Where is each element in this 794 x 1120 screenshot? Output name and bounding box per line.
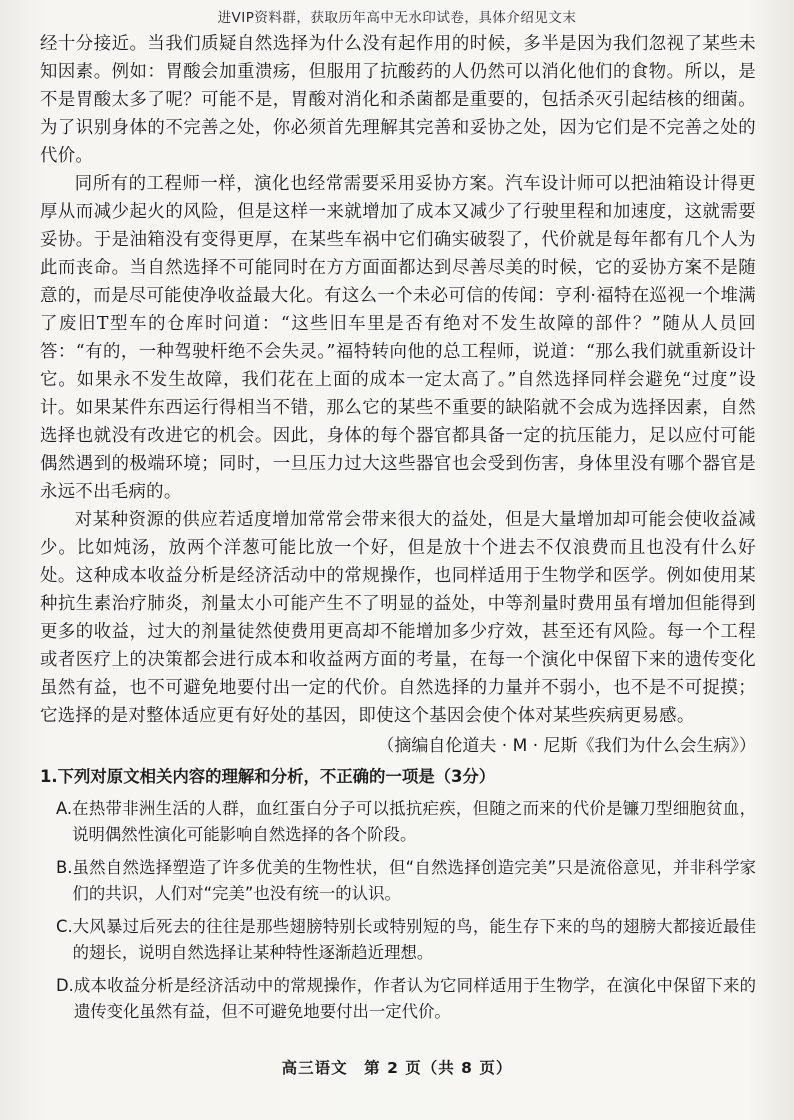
option-text: 大风暴过后死去的往往是那些翅膀特别长或特别短的鸟，能生存下来的鸟的翅膀大都接近最佳的翅长，说明自然选择让某种特性逐渐趋近理想。 [72,917,756,962]
option-a [56,796,756,848]
option-letter: D. [56,976,74,995]
option-b [56,855,756,907]
question-1 [40,764,756,1025]
option-d [56,973,756,1025]
question-stem: 1.下列对原文相关内容的理解和分析，不正确的一项是（3分） [40,767,496,786]
option-letter: C. [56,917,73,936]
passage-paragraph-2: 同所有的工程师一样，演化也经常需要采用妥协方案。汽车设计师可以把油箱设计得更厚从而减少起火的风险，但是这样一来就增加了成本又减少了行驶里程和加速度，这就需要妥协。于是油箱没有变得更厚，在某些车祸中它们确实破裂了，代价就是每年都有几个人为此而丧命。当自然选择不可能同时在方方面面都达到尽善尽美的时候，它的妥协方案不是随意的，而是尽可能使净收益最大化。有这么一个未必可信的传闻：亨利·福特在巡视一个堆满了废旧T型车的仓库时问道：“这些旧车里是否有绝对不发生故障的部件？”随从人员回答：“有的，一种驾驶杆绝不会失灵。”福特转向他的总工程师，说道：“那么我们就重新设计它。如果永不发生故障，我们花在上面的成本一定太高了。”自然选择同样会避免“过度”设计。如果某件东西运行得相当不错，那么它的某些不重要的缺陷就不会成为选择因素，自然选择也就没有改进它的机会。因此，身体的每个器官都具备一定的抗压能力，足以应付可能偶然遇到的极端环境；同时，一旦压力过大这些器官也会受到伤害，身体里没有哪个器官是永远不出毛病的。 [40,174,756,502]
page-content [40,30,756,1032]
passage-paragraph-3: 对某种资源的供应若适度增加常常会带来很大的益处，但是大量增加却可能会使收益减少。比如炖汤，放两个洋葱可能比放一个好，但是放十个进去不仅浪费而且也没有什么好处。这种成本收益分析是经济活动中的常规操作，也同样适用于生物学和医学。例如使用某种抗生素治疗肺炎，剂量太小可能产生不了明显的益处，中等剂量时费用虽有增加但能得到更多的收益，过大的剂量徒然使费用更高却不能增加多少疗效，甚至还有风险。每一个工程或者医疗上的决策都会进行成本和收益两方面的考量，在每一个演化中保留下来的遗传变化虽然有益，也不可避免地要付出一定的代价。自然选择的力量并不弱小，也不是不可捉摸；它选择的是对整体适应更有好处的基因，即使这个基因会使个体对某些疾病更易感。 [40,510,756,726]
option-letter: A. [56,799,73,818]
option-text: 虽然自然选择塑造了许多优美的生物性状，但“自然选择创造完美”只是流俗意见，并非科学家们的共识，人们对“完美”也没有统一的认识。 [72,858,756,903]
option-letter: B. [56,858,73,877]
watermark-text: 进VIP资料群，获取历年高中无水印试卷，具体介绍见文末 [217,10,577,26]
option-text: 成本收益分析是经济活动中的常规操作，作者认为它同样适用于生物学，在演化中保留下来的遗传变化虽然有益，但不可避免地要付出一定代价。 [73,976,756,1021]
option-c [56,914,756,966]
page-footer: 高三语文 第 2 页（共 8 页） [281,1059,513,1077]
option-text: 在热带非洲生活的人群，血红蛋白分子可以抵抗疟疾，但随之而来的代价是镰刀型细胞贫血，说明偶然性演化可能影响自然选择的各个阶段。 [72,799,756,844]
passage-source: （摘编自伦道夫 · M · 尼斯《我们为什么会生病》） [377,736,756,756]
passage-paragraph-1: 经十分接近。当我们质疑自然选择为什么没有起作用的时候，多半是因为我们忽视了某些未知因素。例如：胃酸会加重溃疡，但服用了抗酸药的人仍然可以消化他们的食物。所以，是不是胃酸太多了呢？可能不是，胃酸对消化和杀菌都是重要的，包括杀灭引起结核的细菌。为了识别身体的不完善之处，你必须首先理解其完善和妥协之处，因为它们是不完善之处的代价。 [40,34,756,166]
